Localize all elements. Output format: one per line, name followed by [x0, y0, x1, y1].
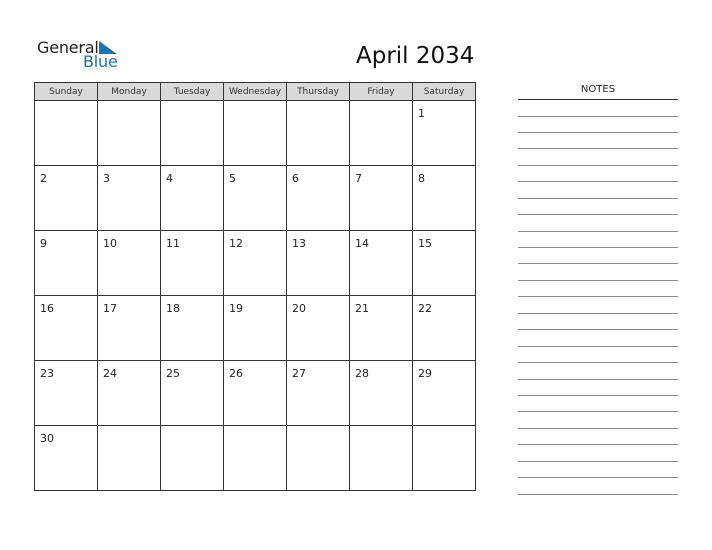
day-cell	[35, 101, 98, 166]
weekday-header-row	[35, 83, 476, 101]
day-cell	[161, 166, 224, 231]
notes-lines	[518, 116, 678, 511]
day-cell	[98, 296, 161, 361]
notes-title: NOTES	[580, 84, 616, 95]
notes-writing-line	[518, 296, 678, 297]
day-number: 18	[166, 302, 180, 315]
day-cell	[35, 426, 98, 491]
weekday-saturday: Saturday	[413, 83, 476, 101]
day-number: 7	[355, 172, 362, 185]
day-number: 11	[166, 237, 180, 250]
day-cell	[350, 101, 413, 166]
day-cell	[224, 166, 287, 231]
day-number: 12	[229, 237, 243, 250]
day-cell	[98, 166, 161, 231]
day-number: 3	[103, 172, 110, 185]
day-cell	[35, 166, 98, 231]
day-cell	[350, 231, 413, 296]
notes-writing-line	[518, 362, 678, 363]
day-cell	[224, 231, 287, 296]
notes-writing-line	[518, 395, 678, 396]
day-cell	[224, 361, 287, 426]
week-row	[35, 361, 476, 426]
day-number: 25	[166, 367, 180, 380]
day-cell	[287, 166, 350, 231]
notes-writing-line	[518, 148, 678, 149]
notes-header-divider	[518, 99, 678, 100]
day-number: 17	[103, 302, 117, 315]
notes-writing-line	[518, 379, 678, 380]
notes-writing-line	[518, 329, 678, 330]
notes-writing-line	[518, 231, 678, 232]
weekday-friday: Friday	[350, 83, 413, 101]
weekday-wednesday: Wednesday	[224, 83, 287, 101]
day-cell	[35, 361, 98, 426]
notes-writing-line	[518, 247, 678, 248]
day-cell	[224, 296, 287, 361]
notes-writing-line	[518, 165, 678, 166]
day-cell	[413, 166, 476, 231]
notes-writing-line	[518, 280, 678, 281]
day-number: 20	[292, 302, 306, 315]
day-number: 27	[292, 367, 306, 380]
day-number: 22	[418, 302, 432, 315]
day-number: 24	[103, 367, 117, 380]
day-number: 29	[418, 367, 432, 380]
day-number: 5	[229, 172, 236, 185]
day-number: 6	[292, 172, 299, 185]
notes-writing-line	[518, 132, 678, 133]
notes-writing-line	[518, 477, 678, 478]
notes-writing-line	[518, 428, 678, 429]
day-cell	[35, 231, 98, 296]
day-cell	[287, 426, 350, 491]
day-number: 2	[40, 172, 47, 185]
notes-writing-line	[518, 346, 678, 347]
notes-writing-line	[518, 214, 678, 215]
notes-writing-line	[518, 263, 678, 264]
week-row	[35, 426, 476, 491]
brand-word-general: General	[37, 38, 99, 57]
notes-writing-line	[518, 181, 678, 182]
calendar-grid	[34, 82, 476, 491]
month-title: April 2034	[356, 43, 475, 69]
day-cell	[287, 101, 350, 166]
notes-writing-line	[518, 313, 678, 314]
day-cell	[161, 361, 224, 426]
weekday-monday: Monday	[98, 83, 161, 101]
day-number: 13	[292, 237, 306, 250]
day-cell	[350, 426, 413, 491]
day-number: 28	[355, 367, 369, 380]
notes-writing-line	[518, 411, 678, 412]
day-number: 1	[418, 107, 425, 120]
day-cell	[161, 426, 224, 491]
day-cell	[98, 101, 161, 166]
day-cell	[224, 426, 287, 491]
day-number: 23	[40, 367, 54, 380]
day-cell	[224, 101, 287, 166]
day-cell	[413, 361, 476, 426]
day-number: 9	[40, 237, 47, 250]
day-number: 21	[355, 302, 369, 315]
day-number: 15	[418, 237, 432, 250]
day-cell	[35, 296, 98, 361]
day-cell	[161, 231, 224, 296]
day-number: 19	[229, 302, 243, 315]
day-number: 10	[103, 237, 117, 250]
day-number: 14	[355, 237, 369, 250]
day-number: 4	[166, 172, 173, 185]
brand-logo	[37, 38, 127, 72]
day-number: 30	[40, 432, 54, 445]
week-row	[35, 101, 476, 166]
day-cell	[98, 426, 161, 491]
day-number: 8	[418, 172, 425, 185]
day-cell	[98, 231, 161, 296]
day-cell	[413, 101, 476, 166]
weekday-thursday: Thursday	[287, 83, 350, 101]
weekday-sunday: Sunday	[35, 83, 98, 101]
day-number: 16	[40, 302, 54, 315]
notes-writing-line	[518, 494, 678, 495]
day-cell	[350, 296, 413, 361]
notes-writing-line	[518, 198, 678, 199]
day-cell	[98, 361, 161, 426]
notes-writing-line	[518, 116, 678, 117]
day-cell	[413, 231, 476, 296]
day-number: 26	[229, 367, 243, 380]
weekday-tuesday: Tuesday	[161, 83, 224, 101]
day-cell	[350, 166, 413, 231]
day-cell	[287, 296, 350, 361]
notes-writing-line	[518, 444, 678, 445]
brand-word-blue: Blue	[83, 52, 118, 71]
notes-writing-line	[518, 461, 678, 462]
day-cell	[161, 296, 224, 361]
day-cell	[287, 361, 350, 426]
week-row	[35, 296, 476, 361]
day-cell	[350, 361, 413, 426]
week-row	[35, 231, 476, 296]
day-cell	[161, 101, 224, 166]
week-row	[35, 166, 476, 231]
day-cell	[413, 426, 476, 491]
day-cell	[413, 296, 476, 361]
day-cell	[287, 231, 350, 296]
